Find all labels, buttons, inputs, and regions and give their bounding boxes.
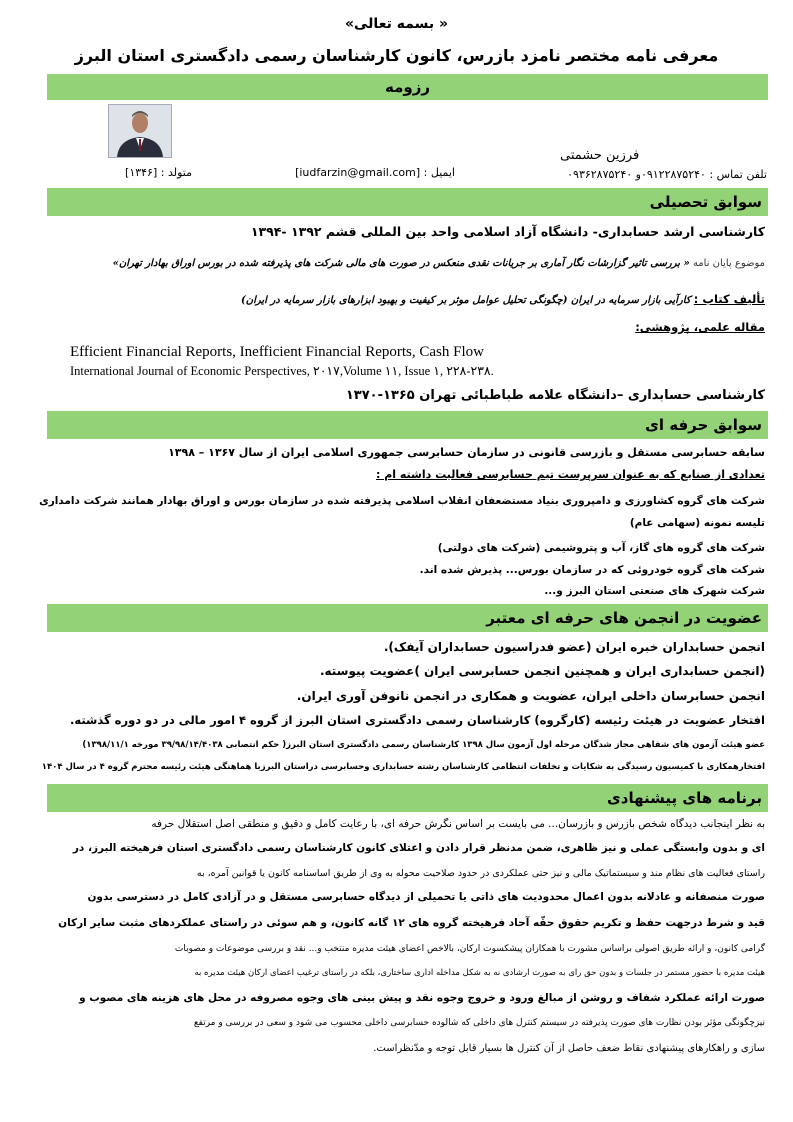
resume-label: رزومه — [385, 78, 430, 96]
phone-label: تلفن تماس : — [709, 168, 767, 181]
industry-item: تلیسه نمونه (سهامی عام) — [629, 517, 765, 529]
email-line — [215, 166, 455, 179]
proposal-line: صورت ارائه عملکرد شفاف و روشن از مبالغ ورود و خروج وجوه نقد و پیش بینی های وجوه مصروفه در محل های هزینه های مصوب و — [79, 992, 765, 1004]
avatar — [109, 105, 171, 157]
resume-bar — [47, 74, 768, 100]
membership-item: افتخار عضویت در هیئت رئیسه (کارگروه) کارشناسان رسمی دادگستری استان البرز از گروه ۴ امور مالی در دو دوره گذشته. — [70, 713, 765, 727]
proposal-line: به نظر اینجانب دیدگاه شخص بازرس و بازرسان... می بایست بر اساس نگرش حرفه ای، با رعایت کامل و دقیق و منطقی اصل استقلال حرفه — [151, 818, 765, 830]
person-name: فرزین حشمتی — [560, 148, 640, 163]
page-title: معرفی نامه مختصر نامزد بازرس، کانون کارشناسان رسمی دادگستری استان البرز — [74, 46, 719, 65]
proposal-line: ای و بدون وابستگی عملی و نیز ظاهری، ضمن مدنظر قرار دادن و اعتلای کانون کارشناسان رسمی دادگستری استان فرهیخته البرز، در — [72, 842, 765, 854]
membership-heading: عضویت در انجمن های حرفه ای معتبر — [486, 609, 762, 627]
article-label: مقاله علمی، پژوهشی: — [635, 320, 765, 334]
membership-item: انجمن حسابداران خبره ایران (عضو فدراسیون حسابداران آیفک). — [383, 640, 765, 654]
birth-value: [۱۳۴۶] — [125, 166, 158, 179]
book-line — [241, 292, 765, 306]
proposals-heading: برنامه های پیشنهادی — [607, 789, 762, 807]
thesis-title: « بررسی تاثیر گزارشات نگار آماری بر جریانات نقدی منعکس در صورت های مالی شرکت های پذیرفته شده در بورس اوراق بهادار تهران» — [112, 258, 690, 269]
proposal-line: گرامی کانون، و ارائه طریق اصولی براساس مشورت با همکاران پیشکسوت ارکان، بالاخص اعضای هیئت مدیره منتخب و... نقد و بررسی موضوعات و مصوبات — [174, 944, 765, 954]
proposal-line: صورت منصفانه و عادلانه بدون اعمال محدودیت های ذاتی یا تحمیلی از دیدگاه حسابرسی مستقل و در آزادی کامل در دسترسی بدون — [87, 891, 765, 903]
education-bar — [47, 188, 768, 216]
professional-heading: سوابق حرفه ای — [645, 416, 762, 434]
thesis-label: موضوع پایان نامه — [692, 258, 765, 269]
article-title: Efficient Financial Reports, Inefficient Financial Reports, Cash Flow — [70, 344, 484, 360]
industry-item: شرکت های گروه خودروئی که در سازمان بورس... پذیرش شده اند. — [419, 564, 765, 576]
email-label: ایمیل : — [423, 166, 455, 179]
proposals-bar — [47, 784, 768, 812]
proposal-line: قید و شرط درجهت حفظ و تکریم حقوق حقّه آحاد فرهیخته گروه های ۱۲ گانه کانون، و هم سوئی در راستای عملکردهای مثبت سایر ارکان — [58, 917, 765, 929]
membership-item: انجمن حسابرسان داخلی ایران، عضویت و همکاری در انجمن نانوفن آوری ایران. — [296, 689, 765, 703]
membership-item: افتخارهمکاری با کمیسیون رسیدگی به شکایات و تخلفات انتظامی کارشناسان رشته حسابداری وحسابرسی دراستان البرزبا هماهنگی هیئت رئیسه محترم گروه ۴ در سال ۱۴۰۴ — [41, 762, 765, 772]
article-journal: International Journal of Economic Perspectives, ۲۰۱۷,Volume ۱۱, Issue ۱, ۲۲۸-۲۳۸. — [70, 364, 494, 378]
industry-item: شرکت شهرک های صنعتی استان البرز و... — [544, 585, 765, 597]
industry-item: شرکت های گروه های گاز، آب و پتروشیمی (شرکت های دولتی) — [437, 542, 765, 554]
masters-degree: کارشناسی ارشد حسابداری- دانشگاه آزاد اسلامی واحد بین المللی قشم ۱۳۹۲ -۱۳۹۴ — [250, 224, 765, 239]
birth-line — [90, 166, 192, 179]
proposal-line: راستای فعالیت های نظام مند و سیستماتیک مالی و نیز حتی عملکردی در حدود صلاحیت محوله به وی از طریق اساسنامه کانون یا قوانین آمره، به — [196, 868, 765, 879]
proposal-line: هیئت مدیره با حضور مستمر در جلسات و بدون حق رای به صورت ارشادی نه به شکل مداخله اداری ساختاری، بلکه در راستای ترغیب اعضای ارکان هیئت مدیره به — [194, 968, 765, 978]
membership-bar — [47, 604, 768, 632]
phone-line — [505, 168, 767, 181]
phone-value: ۰۹۱۲۲۸۷۵۲۴۰و ۰۹۳۶۲۸۷۵۲۴۰ — [567, 168, 706, 181]
education-heading: سوابق تحصیلی — [649, 193, 762, 211]
proposal-line: نیزچگونگی مؤثر بودن نظارت های صورت پذیرفته در سیستم کنترل های داخلی که شالوده حسابرسی داخلی محسوب می شود و سعی در بررسی و مرتفع — [193, 1018, 765, 1028]
supervised-label: تعدادی از صنایع که به عنوان سرپرست تیم حسابرسی فعالیت داشته ام : — [375, 468, 765, 481]
professional-bar — [47, 411, 768, 439]
membership-item: (انجمن حسابداری ایران و همچنین انجمن حسابرسی ایران )عضویت پیوسته. — [319, 664, 765, 678]
industry-item: شرکت های گروه کشاورزی و دامپروری بنیاد مستضعفان انقلاب اسلامی پذیرفته شده در سازمان بورس و اوراق بهادار همانند شرکت دامداری — [39, 495, 765, 507]
professional-record: سابقه حسابرسی مستقل و بازرسی قانونی در سازمان حسابرسی جمهوری اسلامی ایران از سال ۱۳۶۷ – ۱۳۹۸ — [168, 446, 765, 459]
birth-label: متولد : — [160, 166, 192, 179]
proposal-line: سازی و راهکارهای پیشنهادی نقاط ضعف حاصل از آن کنترل ها بسیار قابل توجه و مدّنظراست. — [373, 1043, 765, 1054]
person-photo-icon — [108, 104, 172, 158]
thesis-line — [113, 258, 765, 269]
bachelors-degree: کارشناسی حسابداری –دانشگاه علامه طباطبائی تهران ۱۳۶۵-۱۳۷۰ — [345, 388, 765, 403]
book-title: کارآیی بازار سرمایه در ایران (چگونگی تحلیل عوامل موثر بر کیفیت و بهبود ابزارهای بازار سرمایه در ایران) — [241, 295, 691, 306]
email-value[interactable]: [iudfarzin@gmail.com] — [295, 166, 421, 179]
membership-item: عضو هیئت آزمون های شفاهی مجاز شدگان مرحله اول آزمون سال ۱۳۹۸ کارشناسان رسمی دادگستری استان البرز( حکم انتصابی ۳۹/۹۸/۱۴/۴۰۳۸ مورخه ۱۳۹۸/۱۱/۱) — [82, 740, 765, 750]
book-label: تألیف کتاب : — [693, 292, 765, 306]
basmala: « بسمه تعالی» — [344, 16, 449, 32]
